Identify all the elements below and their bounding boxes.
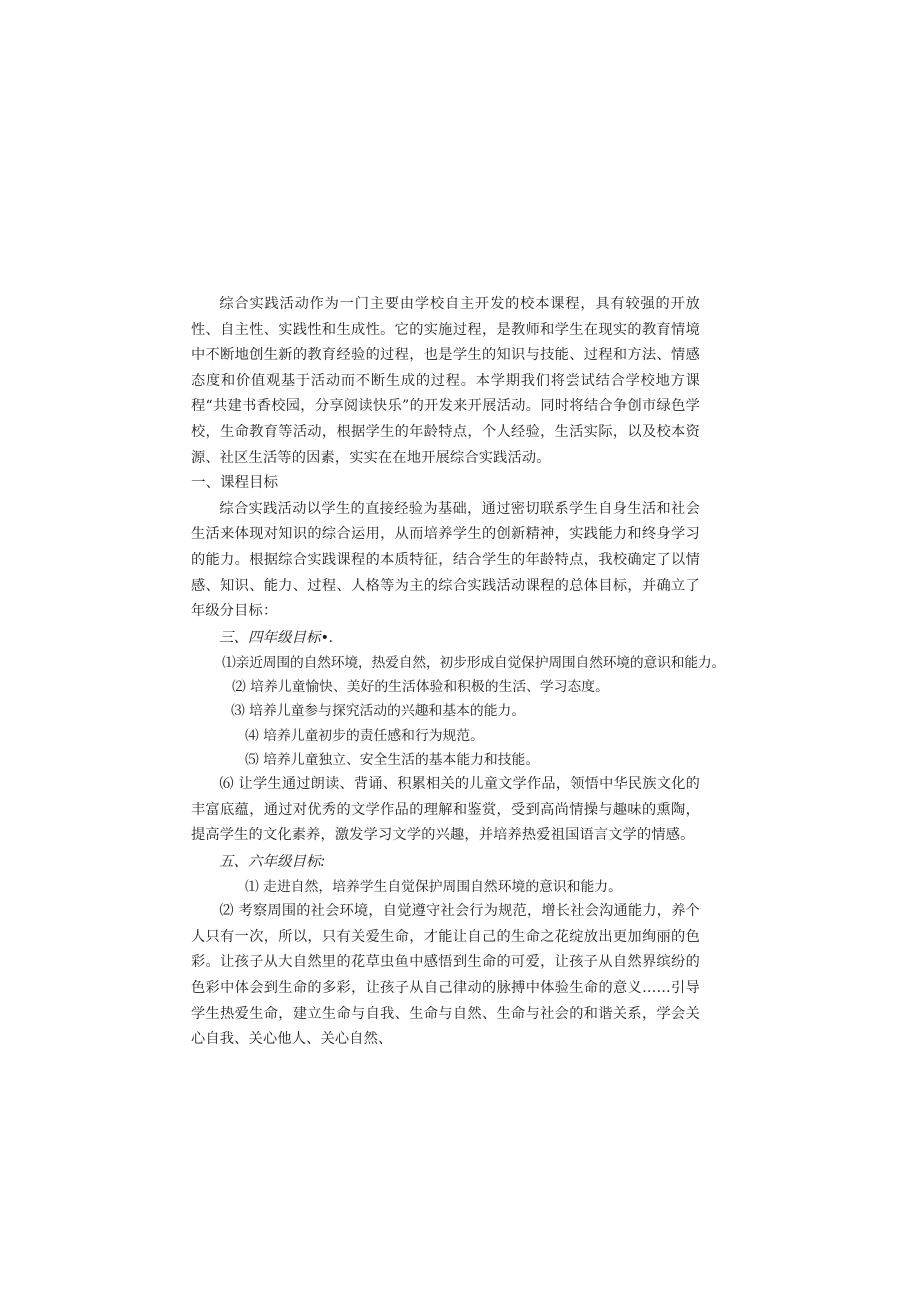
grade-3-4-goal-6: ⑹ 让学生通过朗读、背诵、积累相关的儿童文学作品，领悟中华民族文化的丰富底蕴，通过对优秀的文学作品的理解和鉴赏，受到高尚情操与趣味的熏陶，提高学生的文化素养，激发学习文学的兴趣，并培养热爱祖国语言文学的情感。 — [191, 776, 700, 844]
grade-3-4-goal-4: ⑷ 培养儿童初步的责任感和行为规范。 — [245, 727, 484, 744]
section-heading-grade-5-6: 五、六年级目标: — [219, 853, 326, 870]
section-heading-course-goals: 一、课程目标 — [191, 475, 278, 492]
intro-paragraph: 综合实践活动作为一门主要由学校自主开发的校本课程，具有较强的开放性、自主性、实践性和生成性。它的实施过程，是教师和学生在现实的教育情境中不断地创生新的教育经验的过程，也是学生的知识与技能、过程和方法、情感态度和价值观基于活动而不断生成的过程。本学期我们将尝试结合学校地方课程“共建书香校园，分享阅读快乐”的开发来开展活动。同时将结合争创市绿色学校，生命教育等活动，根据学生的年龄特点，个人经验，生活实际，以及校本资源、社区生活等的因素，实实在在地开展综合实践活动。 — [191, 296, 700, 466]
document-body — [191, 292, 726, 1053]
grade-3-4-goal-1: ⑴亲近周围的自然环境，热爱自然，初步形成自觉保护周围自然环境的意识和能力。 — [222, 654, 726, 671]
grade-5-6-goal-1: ⑴ 走进自然，培养学生自觉保护周围自然环境的意识和能力。 — [245, 878, 622, 895]
grade-5-6-goal-2: ⑵ 考察周围的社会环境，自觉遵守社会行为规范，增长社会沟通能力，养个人只有一次，所以，只有关爱生命，才能让自己的生命之花绽放出更加绚丽的色彩。让孩子从大自然里的花草虫鱼中感悟到生命的可爱，让孩子从自然界缤纷的色彩中体会到生命的多彩，让孩子从自己律动的脉搏中体验生命的意义……引导学生热爱生命，建立生命与自我、生命与自然、生命与社会的和谐关系，学会关心自我、关心他人、关心自然、 — [191, 903, 700, 1048]
grade-3-4-goal-2: ⑵ 培养儿童愉快、美好的生活体验和积极的生活、学习态度。 — [232, 679, 609, 696]
course-goals-paragraph: 综合实践活动以学生的直接经验为基础，通过密切联系学生自身生活和社会生活来体现对知识的综合运用，从而培养学生的创新精神，实践能力和终身学习的能力。根据综合实践课程的本质特征，结合学生的年龄特点，我校确定了以情感、知识、能力、过程、人格等为主的综合实践活动课程的总体目标，并确立了年级分目标： — [191, 500, 700, 620]
section-heading-grade-3-4: 三、四年级目标•. — [219, 629, 334, 646]
grade-3-4-goal-5: ⑸ 培养儿童独立、安全生活的基本能力和技能。 — [245, 751, 540, 768]
grade-3-4-goal-3: ⑶ 培养儿童参与探究活动的兴趣和基本的能力。 — [231, 703, 526, 720]
